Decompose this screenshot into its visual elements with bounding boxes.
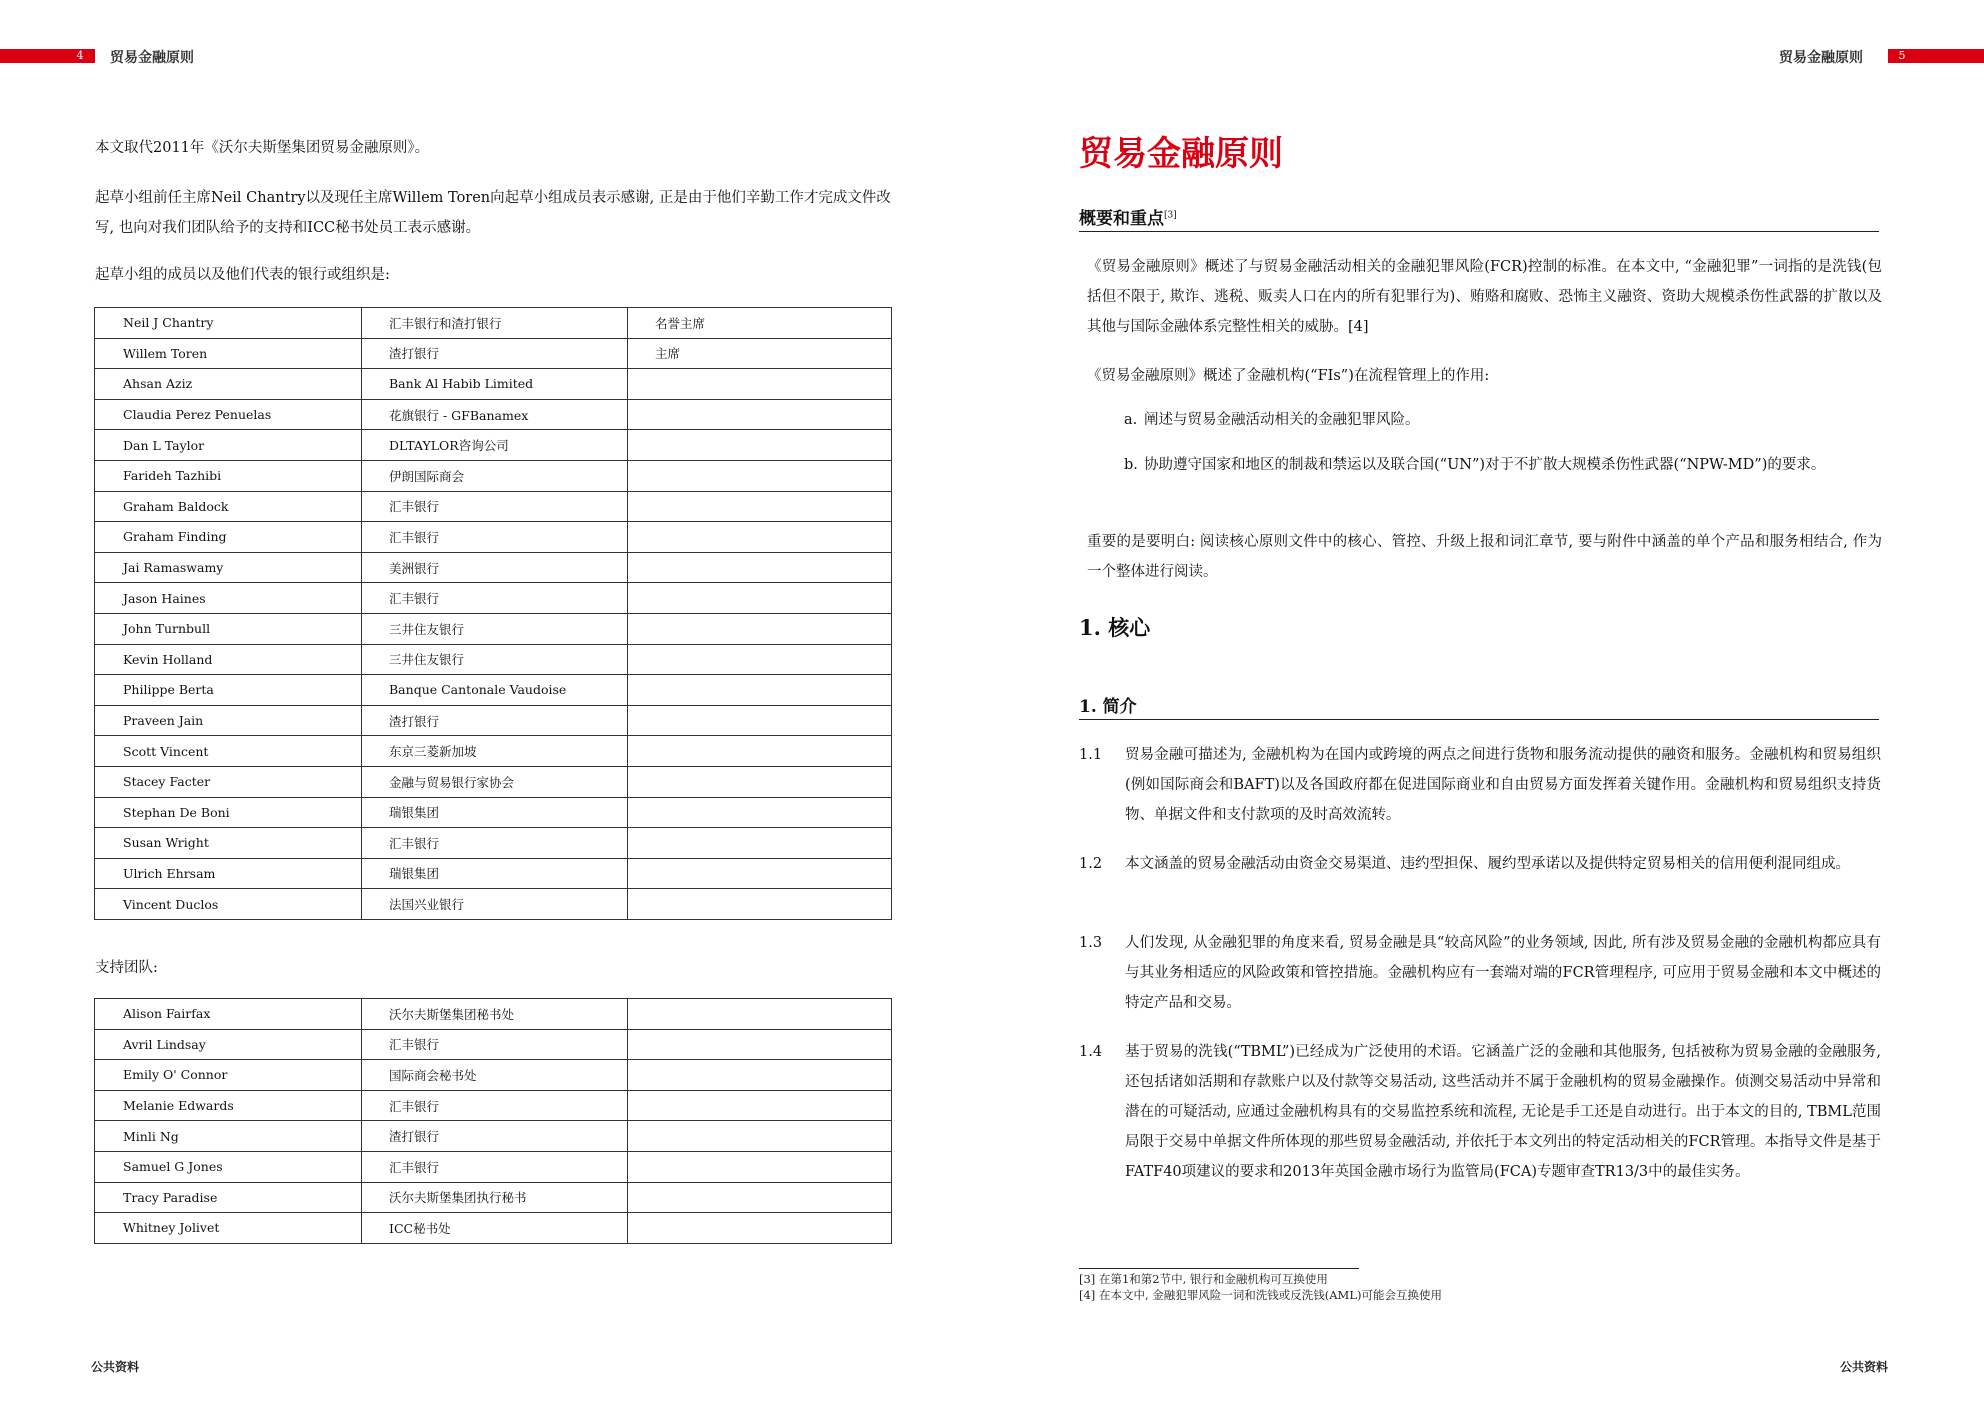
member-organization: Bank Al Habib Limited (362, 369, 628, 400)
member-organization: ICC秘书处 (362, 1213, 628, 1244)
member-organization: 汇丰银行 (362, 522, 628, 553)
member-name: Avril Lindsay (95, 1029, 362, 1060)
table-row (95, 736, 892, 767)
right-page (992, 0, 1984, 1403)
footer-label: 公共资料 (1840, 1360, 1889, 1374)
table-row (95, 583, 892, 614)
table-row (95, 797, 892, 828)
member-role (628, 399, 892, 430)
member-organization: 渣打银行 (362, 338, 628, 369)
header-title: 贸易金融原则 (1779, 50, 1863, 66)
member-role (628, 583, 892, 614)
member-organization: 沃尔夫斯堡集团秘书处 (362, 999, 628, 1030)
table-row (95, 766, 892, 797)
intro-paragraph-2: 起草小组前任主席Neil Chantry以及现任主席Willem Toren向起草小组成员表示感谢, 正是由于他们辛勤工作才完成文件改写, 也向对我们团队给予的支持和ICC秘书处员工表示感谢。 (95, 190, 891, 236)
member-role (628, 491, 892, 522)
table-row (95, 430, 892, 461)
clause-text: 人们发现, 从金融犯罪的角度来看, 贸易金融是具“较高风险”的业务领域, 因此, 所有涉及贸易金融的金融机构都应具有与其业务相适应的风险政策和管控措施。金融机构应有一套端对端的FCR管理程序, 可应用于贸易金融和本文中概述的特定产品和交易。 (1125, 935, 1881, 1011)
member-organization: 汇丰银行 (362, 1090, 628, 1121)
clause-text: 基于贸易的洗钱(“TBML”)已经成为广泛使用的术语。它涵盖广泛的金融和其他服务, 包括被称为贸易金融的金融服务, 还包括诸如活期和存款账户以及付款等交易活动, 这些活动并不属于金融机构的贸易金融操作。侦测交易活动中异常和潜在的可疑活动, 应通过金融机构具有的交易监控系统和流程, 无论是手工还是自动进行。出于本文的目的, TBML范围局限于交易中单据文件所体现的那些贸易金融活动, 并依托于本文列出的特定活动相关的FCR管理。本指导文件是基于FATF40项建议的要求和2013年英国金融市场行为监管局(FCA)专题审查TR13/3中的最佳实务。 (1125, 1044, 1881, 1180)
table-row (95, 1151, 892, 1182)
member-organization: 花旗银行 - GFBanamex (362, 399, 628, 430)
member-name: Jai Ramaswamy (95, 552, 362, 583)
member-role (628, 369, 892, 400)
overview-paragraph-1: 《贸易金融原则》概述了与贸易金融活动相关的金融犯罪风险(FCR)控制的标准。在本文中, “金融犯罪”一词指的是洗钱(包括但不限于, 欺诈、逃税、贩卖人口在内的所有犯罪行为)、贿赂和腐败、恐怖主义融资、资助大规模杀伤性武器的扩散以及其他与国际金融体系完整性相关的威胁。[4] (1087, 259, 1882, 335)
member-role (628, 1182, 892, 1213)
member-name: Graham Finding (95, 522, 362, 553)
member-organization: 渣打银行 (362, 705, 628, 736)
member-organization: 瑞银集团 (362, 858, 628, 889)
table-row (95, 308, 892, 339)
members-heading: 起草小组的成员以及他们代表的银行或组织是: (95, 267, 390, 283)
member-name: Melanie Edwards (95, 1090, 362, 1121)
member-name: Farideh Tazhibi (95, 460, 362, 491)
footnote-3: [3] 在第1和第2节中, 银行和金融机构可互换使用 (1079, 1272, 1328, 1286)
member-role (628, 797, 892, 828)
member-organization: 金融与贸易银行家协会 (362, 766, 628, 797)
member-role (628, 675, 892, 706)
member-name: Kevin Holland (95, 644, 362, 675)
table-row (95, 828, 892, 859)
member-name: Praveen Jain (95, 705, 362, 736)
member-role (628, 1213, 892, 1244)
member-organization: 渣打银行 (362, 1121, 628, 1152)
table-row (95, 858, 892, 889)
support-heading: 支持团队: (95, 960, 158, 976)
member-name: Stephan De Boni (95, 797, 362, 828)
document-title: 贸易金融原则 (1079, 134, 1283, 174)
intro-paragraph-1: 本文取代2011年《沃尔夫斯堡集团贸易金融原则》。 (95, 140, 430, 156)
member-role (628, 460, 892, 491)
table-row (95, 613, 892, 644)
header-title: 贸易金融原则 (110, 50, 194, 66)
member-name: Philippe Berta (95, 675, 362, 706)
clause-number: 1.3 (1079, 935, 1103, 951)
member-role (628, 999, 892, 1030)
member-organization: 法国兴业银行 (362, 889, 628, 920)
member-name: Ahsan Aziz (95, 369, 362, 400)
member-role (628, 430, 892, 461)
member-name: Minli Ng (95, 1121, 362, 1152)
list-item-a: 阐述与贸易金融活动相关的金融犯罪风险。 (1144, 412, 1420, 428)
member-role (628, 1090, 892, 1121)
member-role (628, 644, 892, 675)
table-row (95, 552, 892, 583)
member-organization: 汇丰银行 (362, 1029, 628, 1060)
footnote-4: [4] 在本文中, 金融犯罪风险一词和洗钱或反洗钱(AML)可能会互换使用 (1079, 1288, 1442, 1302)
member-name: Alison Fairfax (95, 999, 362, 1030)
members-table (94, 307, 892, 920)
table-row (95, 1213, 892, 1244)
member-role (628, 1121, 892, 1152)
member-organization: 国际商会秘书处 (362, 1060, 628, 1091)
member-organization: 东京三菱新加坡 (362, 736, 628, 767)
table-row (95, 369, 892, 400)
table-row (95, 1060, 892, 1091)
member-name: Scott Vincent (95, 736, 362, 767)
table-row (95, 1182, 892, 1213)
member-name: Stacey Facter (95, 766, 362, 797)
clause-text: 本文涵盖的贸易金融活动由资金交易渠道、违约型担保、履约型承诺以及提供特定贸易相关的信用便利混同组成。 (1125, 856, 1850, 872)
member-organization: 三井住友银行 (362, 613, 628, 644)
clause-number: 1.4 (1079, 1044, 1103, 1060)
footnote-divider (1079, 1268, 1359, 1269)
list-label-a: a. (1124, 412, 1138, 428)
table-row (95, 1090, 892, 1121)
support-table (94, 998, 892, 1244)
member-organization: Banque Cantonale Vaudoise (362, 675, 628, 706)
table-row (95, 399, 892, 430)
member-organization: 美洲银行 (362, 552, 628, 583)
core-heading: 1. 核心 (1079, 615, 1151, 640)
member-name: Vincent Duclos (95, 889, 362, 920)
member-name: Willem Toren (95, 338, 362, 369)
member-role (628, 705, 892, 736)
member-name: Ulrich Ehrsam (95, 858, 362, 889)
member-role (628, 552, 892, 583)
overview-paragraph-3: 重要的是要明白: 阅读核心原则文件中的核心、管控、升级上报和词汇章节, 要与附件中涵盖的单个产品和服务相结合, 作为一个整体进行阅读。 (1087, 534, 1882, 580)
table-row (95, 705, 892, 736)
member-name: Jason Haines (95, 583, 362, 614)
introduction-heading: 1. 简介 (1079, 692, 1879, 720)
clause-text: 贸易金融可描述为, 金融机构为在国内或跨境的两点之间进行货物和服务流动提供的融资和服务。金融机构和贸易组织(例如国际商会和BAFT)以及各国政府都在促进国际商业和自由贸易方面发挥着关键作用。金融机构和贸易组织支持货物、单据文件和支付款项的及时高效流转。 (1125, 747, 1881, 823)
member-role (628, 1151, 892, 1182)
clause-number: 1.2 (1079, 856, 1103, 872)
member-name: Samuel G Jones (95, 1151, 362, 1182)
table-row (95, 1029, 892, 1060)
table-row (95, 889, 892, 920)
member-organization: 汇丰银行和渣打银行 (362, 308, 628, 339)
member-name: Dan L Taylor (95, 430, 362, 461)
overview-paragraph-2: 《贸易金融原则》概述了金融机构(“FIs”)在流程管理上的作用: (1087, 368, 1490, 384)
member-organization: 汇丰银行 (362, 1151, 628, 1182)
member-role (628, 1060, 892, 1091)
table-row (95, 338, 892, 369)
member-role (628, 766, 892, 797)
member-organization: 瑞银集团 (362, 797, 628, 828)
member-role (628, 828, 892, 859)
member-role: 主席 (628, 338, 892, 369)
member-role (628, 522, 892, 553)
member-organization: 汇丰银行 (362, 828, 628, 859)
member-name: Graham Baldock (95, 491, 362, 522)
member-name: Susan Wright (95, 828, 362, 859)
table-row (95, 1121, 892, 1152)
member-organization: 汇丰银行 (362, 583, 628, 614)
table-row (95, 491, 892, 522)
member-name: Whitney Jolivet (95, 1213, 362, 1244)
member-name: John Turnbull (95, 613, 362, 644)
footnote-ref: [3] (1164, 210, 1177, 221)
member-role (628, 736, 892, 767)
member-organization: DLTAYLOR咨询公司 (362, 430, 628, 461)
overview-heading: 概要和重点[3] (1079, 204, 1879, 232)
table-row (95, 460, 892, 491)
member-organization: 汇丰银行 (362, 491, 628, 522)
table-row (95, 999, 892, 1030)
member-role (628, 889, 892, 920)
footer-label: 公共资料 (91, 1360, 140, 1374)
member-role: 名誉主席 (628, 308, 892, 339)
clause-number: 1.1 (1079, 747, 1103, 763)
member-name: Emily O' Connor (95, 1060, 362, 1091)
member-name: Claudia Perez Penuelas (95, 399, 362, 430)
list-label-b: b. (1124, 457, 1138, 473)
page-number: 5 (1898, 49, 1906, 62)
table-row (95, 675, 892, 706)
member-organization: 沃尔夫斯堡集团执行秘书 (362, 1182, 628, 1213)
member-role (628, 858, 892, 889)
member-role (628, 613, 892, 644)
list-item-b: 协助遵守国家和地区的制裁和禁运以及联合国(“UN”)对于不扩散大规模杀伤性武器(“NPW-MD”)的要求。 (1144, 457, 1826, 473)
member-organization: 伊朗国际商会 (362, 460, 628, 491)
table-row (95, 522, 892, 553)
table-row (95, 644, 892, 675)
page-number: 4 (76, 49, 84, 62)
member-name: Tracy Paradise (95, 1182, 362, 1213)
member-role (628, 1029, 892, 1060)
member-name: Neil J Chantry (95, 308, 362, 339)
member-organization: 三井住友银行 (362, 644, 628, 675)
